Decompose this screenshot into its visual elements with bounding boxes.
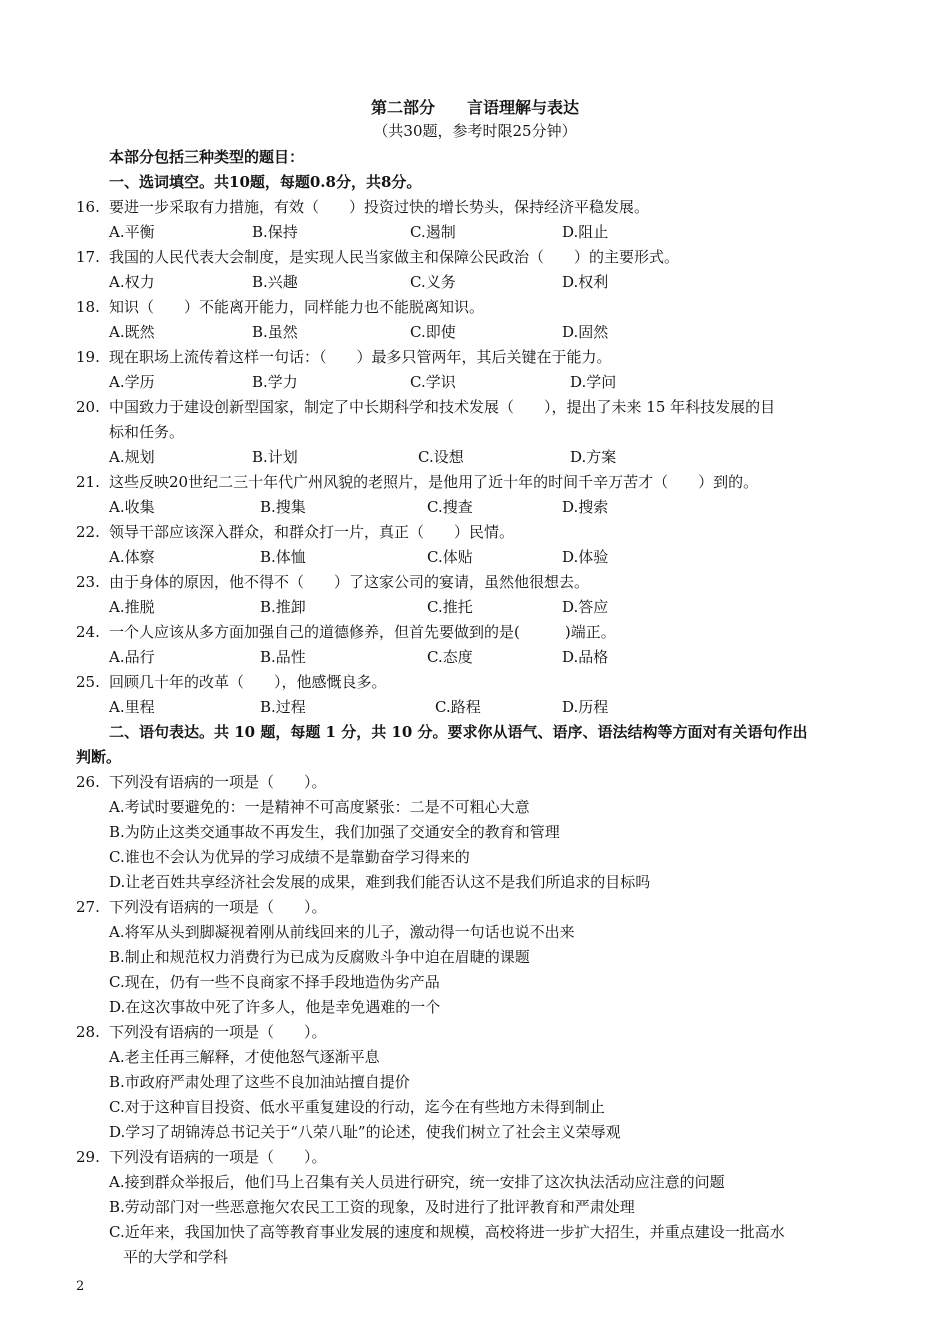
question-number: 27. (76, 898, 100, 916)
option-d: D.让老百姓共享经济社会发展的成果，难到我们能否认这不是我们所追求的目标吗 (109, 873, 651, 891)
option-c: C.学识 (410, 373, 456, 391)
option-c: C.态度 (427, 648, 473, 666)
option-d: D.固然 (562, 323, 609, 341)
option-a: A.平衡 (109, 223, 155, 241)
option-d: D.阻止 (562, 223, 609, 241)
option-a: A.考试时要避免的：一是精神不可高度紧张：二是不可粗心大意 (109, 798, 530, 816)
option-c: C.谁也不会认为优异的学习成绩不是靠勤奋学习得来的 (109, 848, 470, 866)
question-stem: 下列没有语病的一项是（ ）。 (109, 898, 327, 916)
question-stem: 我国的人民代表大会制度，是实现人民当家做主和保障公民政治（ ）的主要形式。 (109, 248, 680, 266)
option-a: A.规划 (109, 448, 155, 466)
option-a: A.学历 (109, 373, 155, 391)
question-number: 24. (76, 623, 100, 641)
question-stem: 回顾几十年的改革（ ），他感慨良多。 (109, 673, 387, 691)
option-a: A.将军从头到脚凝视着刚从前线回来的儿子，激动得一句话也说不出来 (109, 923, 575, 941)
option-b: B.虽然 (252, 323, 298, 341)
option-a: A.品行 (109, 648, 155, 666)
option-c: C.现在，仍有一些不良商家不择手段地造伪劣产品 (109, 973, 440, 991)
question-number: 22. (76, 523, 100, 541)
option-d: D.搜索 (562, 498, 609, 516)
option-a: A.里程 (109, 698, 155, 716)
option-d: D.品格 (562, 648, 609, 666)
section-heading-1: 一、选词填空。共10题，每题0.8分，共8分。 (109, 173, 422, 191)
option-c-continuation: 平的大学和学科 (123, 1248, 229, 1266)
question-number: 28. (76, 1023, 100, 1041)
option-a: A.接到群众举报后，他们马上召集有关人员进行研究，统一安排了这次执法活动应注意的问题 (109, 1173, 725, 1191)
question-stem: 中国致力于建设创新型国家，制定了中长期科学和技术发展（ ），提出了未来 15 年科技发展的目 (109, 398, 776, 416)
option-a: A.收集 (109, 498, 155, 516)
option-b: B.为防止这类交通事故不再发生，我们加强了交通安全的教育和管理 (109, 823, 560, 841)
option-a: A.体察 (109, 548, 155, 566)
question-stem: 现在职场上流传着这样一句话：（ ）最多只管两年，其后关键在于能力。 (109, 348, 612, 366)
option-c: C.推托 (427, 598, 473, 616)
question-stem: 一个人应该从多方面加强自己的道德修养，但首先要做到的是( )端正。 (109, 623, 616, 641)
question-number: 19. (76, 348, 100, 366)
option-b: B.品性 (260, 648, 306, 666)
question-stem: 这些反映20世纪二三十年代广州风貌的老照片，是他用了近十年的时间千辛万苦才（ ）到的。 (109, 473, 759, 491)
section-heading-2: 二、语句表达。共 10 题，每题 1 分，共 10 分。要求你从语气、语序、语法结构等方面对有关语句作出 (109, 723, 808, 741)
option-b: B.保持 (252, 223, 298, 241)
option-c: C.设想 (418, 448, 464, 466)
option-c: C.对于这种盲目投资、低水平重复建设的行动，迄今在有些地方未得到制止 (109, 1098, 605, 1116)
question-stem: 下列没有语病的一项是（ ）。 (109, 773, 327, 791)
option-c: C.路程 (435, 698, 481, 716)
question-number: 29. (76, 1148, 100, 1166)
page-number: 2 (76, 1279, 85, 1294)
option-d: D.方案 (570, 448, 617, 466)
option-d: D.答应 (562, 598, 609, 616)
question-number: 21. (76, 473, 100, 491)
option-c: C.体贴 (427, 548, 473, 566)
option-b: B.兴趣 (252, 273, 298, 291)
option-b: B.过程 (260, 698, 306, 716)
option-a: A.既然 (109, 323, 155, 341)
option-b: B.计划 (252, 448, 298, 466)
question-number: 25. (76, 673, 100, 691)
option-b: B.体恤 (260, 548, 306, 566)
question-number: 20. (76, 398, 100, 416)
option-d: D.历程 (562, 698, 609, 716)
option-a: A.老主任再三解释，才使他怒气逐渐平息 (109, 1048, 380, 1066)
question-stem: 知识（ ）不能离开能力，同样能力也不能脱离知识。 (109, 298, 485, 316)
question-stem: 要进一步采取有力措施，有效（ ）投资过快的增长势头，保持经济平稳发展。 (109, 198, 650, 216)
option-b: B.制止和规范权力消费行为已成为反腐败斗争中迫在眉睫的课题 (109, 948, 530, 966)
question-stem: 下列没有语病的一项是（ ）。 (109, 1023, 327, 1041)
question-stem: 领导干部应该深入群众，和群众打一片，真正（ ）民情。 (109, 523, 515, 541)
option-b: B.学力 (252, 373, 298, 391)
question-number: 16. (76, 198, 100, 216)
option-b: B.市政府严肃处理了这些不良加油站擅自提价 (109, 1073, 410, 1091)
option-b: B.推卸 (260, 598, 306, 616)
question-number: 18. (76, 298, 100, 316)
question-number: 17. (76, 248, 100, 266)
question-stem: 由于身体的原因，他不得不（ ）了这家公司的宴请，虽然他很想去。 (109, 573, 590, 591)
page-title: 第二部分 言语理解与表达 (370, 98, 579, 117)
option-b: B.劳动部门对一些恶意拖欠农民工工资的现象，及时进行了批评教育和严肃处理 (109, 1198, 635, 1216)
question-number: 23. (76, 573, 100, 591)
page-subtitle: （共30题，参考时限25分钟） (373, 122, 577, 140)
option-d: D.在这次事故中死了许多人，他是幸免遇难的一个 (109, 998, 441, 1016)
question-stem: 下列没有语病的一项是（ ）。 (109, 1148, 327, 1166)
option-c: C.义务 (410, 273, 456, 291)
option-d: D.权利 (562, 273, 609, 291)
option-b: B.搜集 (260, 498, 306, 516)
option-d: D.学习了胡锦涛总书记关于“八荣八耻”的论述，使我们树立了社会主义荣辱观 (109, 1123, 621, 1141)
option-c: C.搜查 (427, 498, 473, 516)
option-d: D.体验 (562, 548, 609, 566)
question-number: 26. (76, 773, 100, 791)
intro-text: 本部分包括三种类型的题目： (109, 148, 305, 166)
option-d: D.学问 (570, 373, 617, 391)
option-c: C.遏制 (410, 223, 456, 241)
section-heading-2-continuation: 判断。 (76, 748, 122, 766)
option-a: A.推脱 (109, 598, 155, 616)
option-c: C.近年来，我国加快了高等教育事业发展的速度和规模，高校将进一步扩大招生，并重点建设一批高水 (109, 1223, 785, 1241)
question-stem-continuation: 标和任务。 (109, 423, 185, 441)
option-a: A.权力 (109, 273, 155, 291)
option-c: C.即使 (410, 323, 456, 341)
